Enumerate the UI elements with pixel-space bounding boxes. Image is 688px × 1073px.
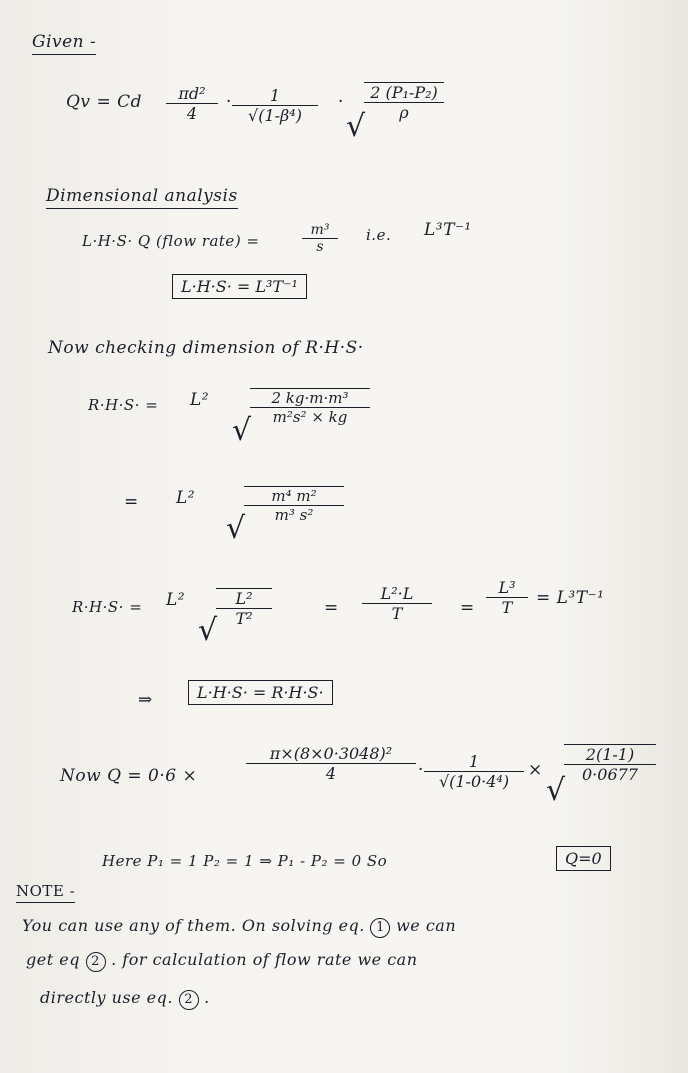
- rhs2-num: m⁴ m²: [244, 487, 344, 506]
- note-line-1-text: You can use any of them. On solving eq.: [22, 916, 365, 935]
- rhs2-eq: =: [124, 492, 139, 512]
- rhs3-fraction-2: [486, 578, 528, 617]
- rhs3-f1-den: T: [391, 604, 403, 623]
- rhs3-eq: =: [324, 598, 339, 618]
- given-sqrt-den: ρ: [399, 103, 409, 122]
- ie-value: L³T⁻¹: [424, 220, 472, 240]
- given-dot-1: ·: [226, 92, 232, 112]
- rhs3-sqrt-body: [216, 588, 272, 628]
- rhs1-label: R·H·S· =: [88, 396, 159, 414]
- calc-sqrt-num: 2(1-1): [564, 745, 656, 765]
- rhs3-eq-2: =: [460, 598, 475, 618]
- given-lhs: Qv = Cd: [66, 92, 142, 112]
- q-result-box: Q=0: [556, 846, 611, 871]
- sqrt-icon: √: [346, 109, 366, 144]
- rhs3-l2: L²: [166, 590, 186, 610]
- now-checking: Now checking dimension of R·H·S·: [48, 338, 364, 358]
- given-one-fraction: [232, 86, 318, 125]
- given-one-num: 1: [232, 86, 318, 106]
- rhs1-l2: L²: [190, 390, 210, 410]
- calc-sqrt-body: [564, 744, 656, 784]
- flow-num: m³: [302, 222, 338, 239]
- here-line: Here P₁ = 1 P₂ = 1 ⇒ P₁ - P₂ = 0 So: [102, 852, 388, 870]
- note-line-1: [22, 916, 456, 938]
- given-sqrt: [346, 80, 446, 142]
- calc-one-fraction: [424, 752, 524, 791]
- rhs3-f2-den: T: [501, 598, 513, 617]
- calc-dot: ·: [418, 760, 424, 780]
- note-line-1b-text: we can: [396, 916, 457, 935]
- note-line-3b-text: .: [204, 988, 210, 1007]
- given-heading: Given -: [32, 32, 96, 55]
- flow-fraction: [302, 222, 338, 255]
- rhs2-sqrt-body: [244, 486, 344, 524]
- calc-one-den: √(1-0·4⁴): [438, 772, 510, 791]
- sqrt-icon: √: [232, 413, 252, 448]
- circled-2-icon: 2: [86, 952, 106, 972]
- given-sqrt-num: 2 (P₁-P₂): [364, 83, 444, 103]
- now-q-line: Now Q = 0·6 ×: [60, 766, 198, 786]
- calc-pi-fraction: [246, 744, 416, 783]
- given-sqrt-body: [364, 82, 444, 122]
- note-line-2a-text: get eq: [26, 950, 80, 969]
- rhs3-result: = L³T⁻¹: [536, 588, 605, 608]
- rhs3-fraction-1: [362, 584, 432, 623]
- sqrt-icon: √: [198, 613, 218, 648]
- given-one-den: √(1-β⁴): [248, 106, 302, 125]
- calc-one-num: 1: [424, 752, 524, 772]
- sqrt-icon: √: [226, 511, 246, 546]
- calc-times: ×: [528, 760, 543, 780]
- circled-2b-icon: 2: [179, 990, 199, 1010]
- rhs3-f2-num: L³: [486, 578, 528, 598]
- calc-pi-den: 4: [325, 764, 337, 783]
- rhs3-num: L²: [216, 589, 272, 609]
- implies-arrow: ⇒: [138, 690, 153, 710]
- rhs2-sqrt: [226, 482, 346, 544]
- rhs3-sqrt: [198, 584, 274, 646]
- calc-sqrt-den: 0·0677: [582, 765, 638, 784]
- rhs1-den: m²s² × kg: [272, 408, 348, 426]
- flow-den: s: [316, 239, 324, 255]
- note-line-3a-text: directly use eq.: [40, 988, 173, 1007]
- rhs1-sqrt: [232, 384, 372, 446]
- rhs1-num: 2 kg·m·m³: [250, 389, 370, 408]
- dim-heading: Dimensional analysis: [46, 186, 238, 209]
- circled-1-icon: 1: [370, 918, 390, 938]
- rhs3-den: T²: [235, 609, 253, 628]
- note-line-2: [26, 950, 418, 972]
- rhs2-l2: L²: [176, 488, 196, 508]
- rhs2-den: m³ s²: [274, 506, 314, 524]
- given-dot-2: ·: [338, 92, 344, 112]
- note-line-3: [40, 988, 210, 1010]
- rhs1-sqrt-body: [250, 388, 370, 426]
- given-pi-den: 4: [186, 104, 198, 123]
- note-line-2b-text: . for calculation of flow rate we can: [111, 950, 418, 969]
- calc-sqrt: [546, 740, 658, 806]
- given-pi-fraction: [166, 84, 218, 123]
- given-pi-num: πd²: [166, 84, 218, 104]
- ie-label: i.e.: [366, 226, 392, 244]
- result-box: L·H·S· = R·H·S·: [188, 680, 333, 705]
- rhs3-f1-num: L²·L: [362, 584, 432, 604]
- lhs-line: L·H·S· Q (flow rate) =: [82, 232, 260, 250]
- calc-pi-num: π×(8×0·3048)²: [246, 744, 416, 764]
- rhs3-label: R·H·S· =: [72, 598, 143, 616]
- lhs-box: L·H·S· = L³T⁻¹: [172, 274, 307, 299]
- note-heading: NOTE -: [16, 882, 75, 903]
- sqrt-icon: √: [546, 773, 566, 808]
